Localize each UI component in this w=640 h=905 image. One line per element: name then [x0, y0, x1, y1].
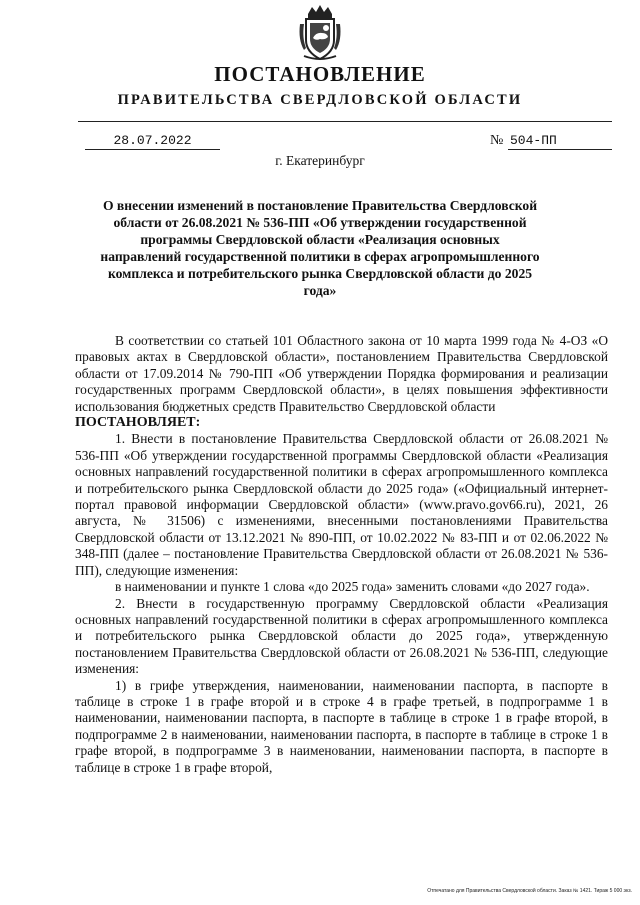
coat-of-arms-icon: [296, 4, 344, 62]
document-number: 504-ПП: [508, 133, 612, 150]
paragraph-item-2: 2. Внести в государственную программу Свердловской области «Реализация основных направлений государственной политики в сферах агропромышленного комплекса и потребительского рынка Свердловской области до 2025 года», утвержденную постановлением Правительства Свердловской области от 26.08.2021 № 536-ПП, следующие изменения:: [75, 595, 608, 677]
preamble-paragraph: В соответствии со статьей 101 Областного закона от 10 марта 1999 года № 4-ОЗ «О правовых актах в Свердловской области», постановлением Правительства Свердловской области от 17.09.2014 № 790-ПП «Об утверждении Порядка формирования и реализации государственных программ Свердловской области», в целях повышения эффективности использования бюджетных средств Правительство Свердловской области: [75, 333, 608, 414]
paragraph-item-1: 1. Внести в постановление Правительства Свердловской области от 26.08.2021 № 536-ПП «Об утверждении государственной программы Свердловской области «Реализация основных направлений государственной политики в сферах агропромышленного комплекса и потребительского рынка Свердловской области до 2025 года» («Официальный интернет-портал правовой информации Свердловской области» (www.pravo.gov66.ru), 2021, 26 августа, № 31506) с изменениями, внесенными постановлениями Правительства Свердловской области от 13.12.2021 № 890-ПП, от 10.02.2022 № 83-ПП и от 02.06.2022 № 348-ПП (далее – постановление Правительства Свердловской области от 26.08.2021 № 536-ПП), следующие изменения:: [75, 431, 608, 578]
document-title: ПОСТАНОВЛЕНИЕ: [214, 62, 426, 86]
paragraph-item-1-sub: в наименовании и пункте 1 слова «до 2025 года» заменить словами «до 2027 года».: [115, 579, 590, 595]
paragraph-item-2-1: 1) в грифе утверждения, наименовании, наименовании паспорта, в паспорте в таблице в строке 1 в графе второй и в строке 4 в графе третьей, в подпрограмме 1 в наименовании, наименовании паспорта, в паспорте в таблице в строке 1 в графе второй, в подпрограмме 2 в наименовании, наименовании паспорта, в паспорте в таблице в строке 1 в графе второй, в подпрограмме 3 в наименовании, наименовании паспорта, в паспорте в таблице в строке 1 в графе второй,: [75, 677, 608, 775]
document-body: [75, 333, 608, 776]
print-footer: Отпечатано для Правительства Свердловской области. Заказ № 1421. Тираж 5 000 экз.: [427, 888, 632, 894]
number-label: №: [490, 133, 504, 148]
resolves-label: ПОСТАНОВЛЯЕТ:: [75, 415, 201, 431]
document-city: г. Екатеринбург: [275, 153, 365, 168]
document-issuer: ПРАВИТЕЛЬСТВА СВЕРДЛОВСКОЙ ОБЛАСТИ: [117, 92, 523, 108]
document-date: 28.07.2022: [85, 133, 220, 150]
header-divider: [78, 121, 612, 122]
document-heading: О внесении изменений в постановление Правительства Свердловской области от 26.08.2021 № 536-ПП «Об утверждении государственной программы Свердловской области «Реализация основных направлений государственной политики в сферах агропромышленного комплекса и потребительского рынка Свердловской области до 2025 года»: [100, 198, 540, 298]
